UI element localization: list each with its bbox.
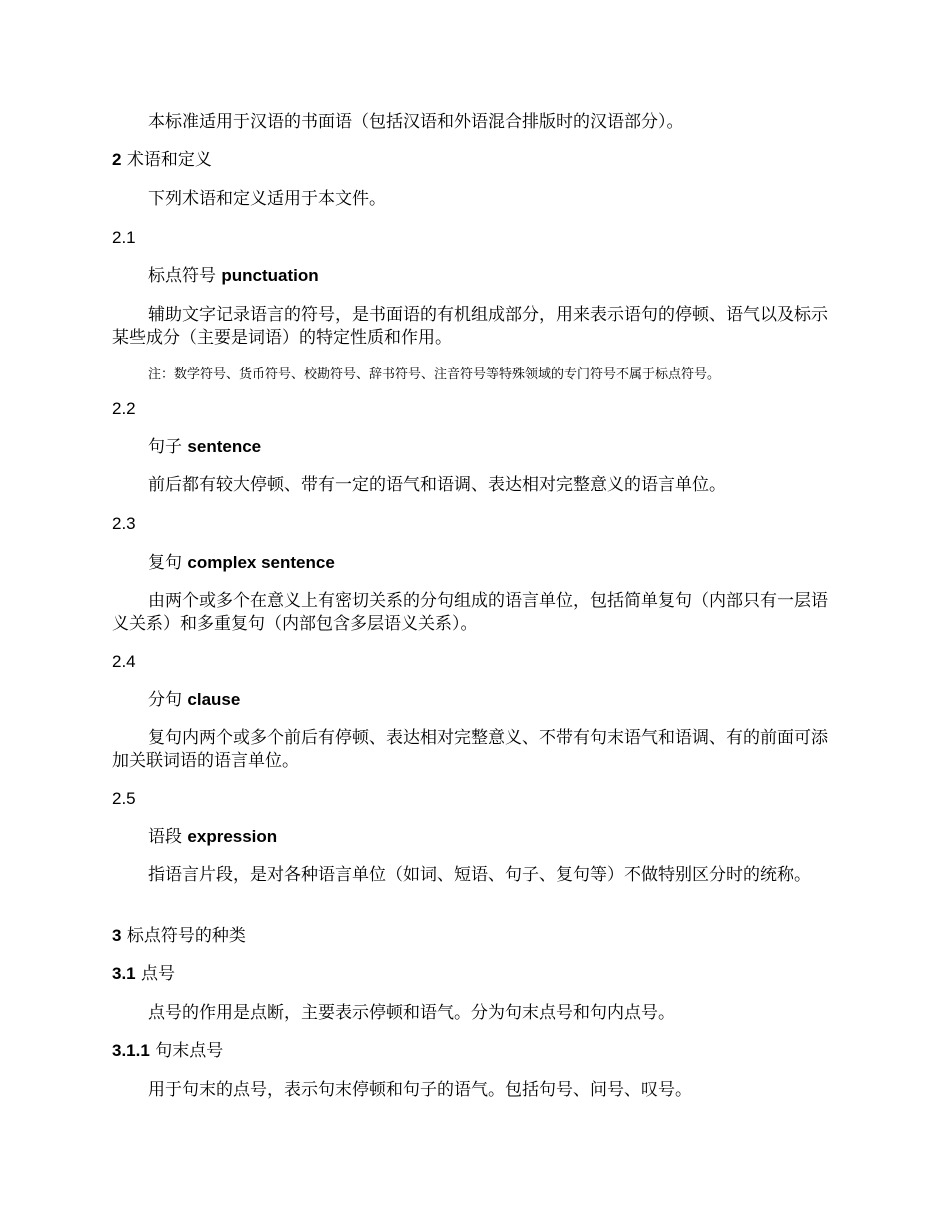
section-3-heading [112, 925, 838, 947]
term-zh: 分句 [148, 690, 182, 710]
section-number: 3 [112, 926, 122, 945]
term-heading [148, 265, 838, 287]
term-definition: 辅助文字记录语言的符号，是书面语的有机组成部分，用来表示语句的停顿、语气以及标示某些成分（主要是词语）的特定性质和作用。 [112, 305, 828, 348]
section-3-1-1-text: 用于句末的点号，表示句末停顿和句子的语气。包括句号、问号、叹号。 [148, 1080, 692, 1100]
section-3-1-1-heading [112, 1040, 838, 1062]
section-number: 3.1.1 [112, 1041, 150, 1060]
term-number: 2.4 [112, 652, 136, 671]
term-heading [148, 436, 838, 458]
section-3-1-heading [112, 963, 838, 985]
term-definition: 由两个或多个在意义上有密切关系的分句组成的语言单位，包括简单复句（内部只有一层语义关系）和多重复句（内部包含多层语义关系）。 [112, 591, 828, 634]
term-number: 2.5 [112, 789, 136, 808]
term-en: expression [187, 827, 278, 846]
section-title: 术语和定义 [126, 150, 212, 170]
section-2-heading [112, 149, 838, 171]
term-zh: 语段 [148, 827, 182, 847]
term-heading [148, 689, 838, 711]
section-title: 句末点号 [155, 1041, 224, 1061]
term-definition: 前后都有较大停顿、带有一定的语气和语调、表达相对完整意义的语言单位。 [148, 475, 726, 495]
term-zh: 复句 [148, 553, 182, 573]
term-en: sentence [187, 437, 262, 456]
scope-text: 本标准适用于汉语的书面语（包括汉语和外语混合排版时的汉语部分）。 [148, 112, 684, 132]
term-number: 2.1 [112, 228, 136, 247]
term-en: complex sentence [187, 553, 335, 572]
section-title: 点号 [141, 964, 176, 984]
term-en: punctuation [221, 266, 319, 285]
section-number: 2 [112, 150, 122, 169]
section-3-1-text: 点号的作用是点断，主要表示停顿和语气。分为句末点号和句内点号。 [148, 1003, 675, 1023]
term-number: 2.3 [112, 514, 136, 533]
term-number: 2.2 [112, 399, 136, 418]
term-heading [148, 826, 838, 848]
term-en: clause [187, 690, 241, 709]
term-zh: 句子 [148, 437, 182, 457]
section-title: 标点符号的种类 [126, 926, 246, 946]
term-definition: 指语言片段，是对各种语言单位（如词、短语、句子、复句等）不做特别区分时的统称。 [148, 865, 811, 885]
section-2-intro: 下列术语和定义适用于本文件。 [148, 189, 386, 209]
section-number: 3.1 [112, 964, 136, 983]
term-definition: 复句内两个或多个前后有停顿、表达相对完整意义、不带有句末语气和语调、有的前面可添加关联词语的语言单位。 [112, 728, 828, 771]
term-note: 注：数学符号、货币符号、校勘符号、辞书符号、注音符号等特殊领域的专门符号不属于标点符号。 [148, 367, 721, 382]
term-heading [148, 552, 838, 574]
term-zh: 标点符号 [148, 266, 216, 286]
